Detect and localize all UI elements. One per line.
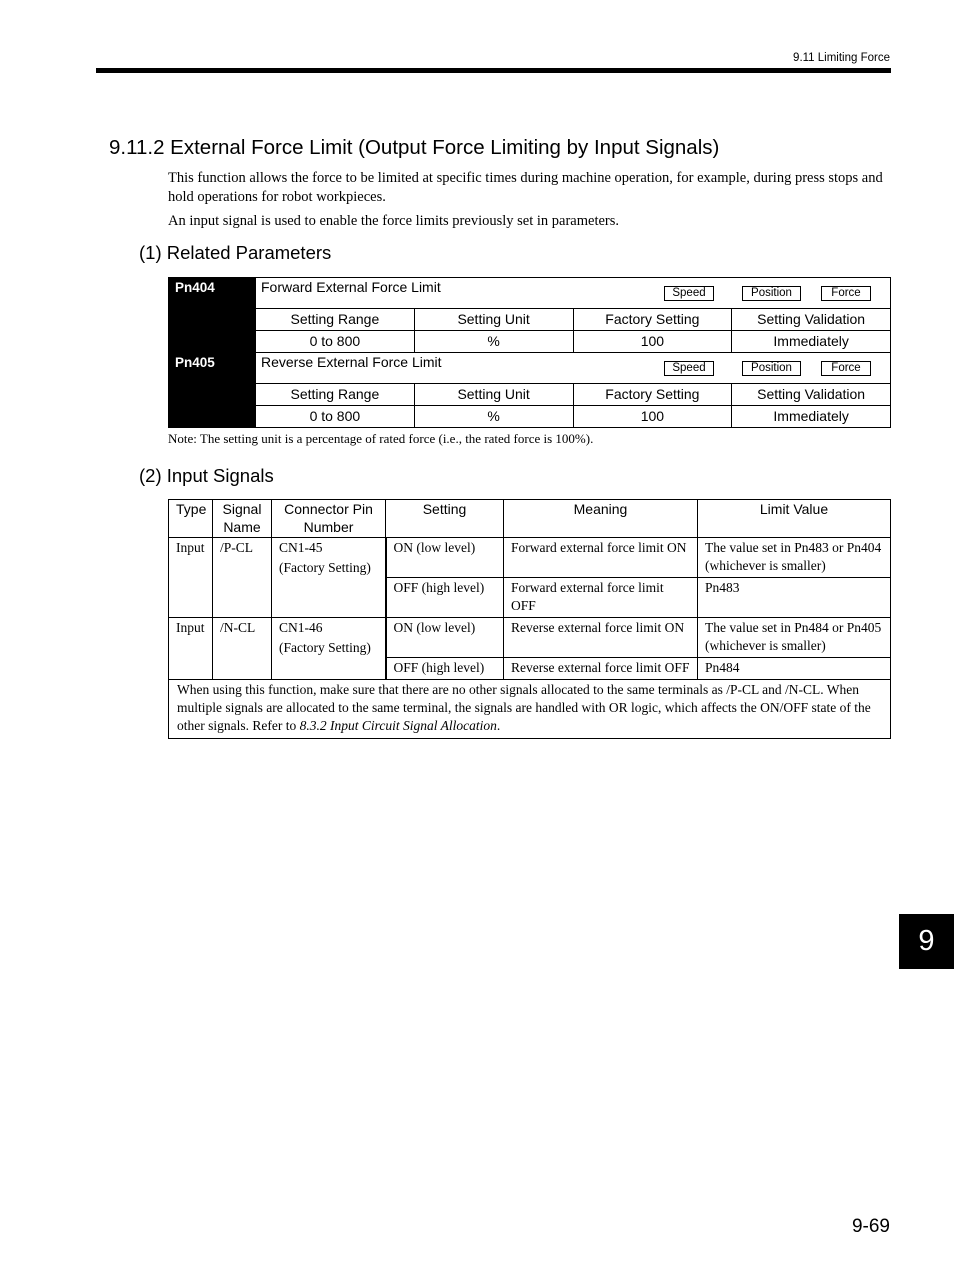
parameter-name-cell: [255, 278, 890, 308]
input-signals-table: [168, 499, 891, 739]
setting-unit: %: [414, 331, 573, 352]
parameter-name: Forward External Force Limit: [261, 279, 441, 295]
speed-mode-tag: Speed: [664, 286, 714, 301]
parameter-table: [168, 277, 891, 428]
section-title: 9.11.2 External Force Limit (Output Force Limiting by Input Signals): [109, 136, 720, 159]
factory-setting: 100: [573, 406, 732, 427]
setting-validation: Immediately: [731, 406, 890, 427]
meaning-cell: Forward external force limit OFF: [504, 578, 698, 618]
setting-cell: OFF (high level): [386, 578, 504, 618]
column-header: Type: [169, 500, 213, 538]
setting-unit-note: Note: The setting unit is a percentage of rated force (i.e., the rated force is 100%).: [168, 431, 594, 446]
connector-pin: [272, 618, 386, 680]
parameter-name: Reverse External Force Limit: [261, 354, 442, 370]
signal-name: /P-CL: [213, 538, 272, 618]
column-header: Factory Setting: [573, 384, 732, 405]
header-rule: [96, 68, 891, 73]
factory-setting: 100: [573, 331, 732, 352]
footnote-text: When using this function, make sure that there are no other signals allocated to the same terminals as /P-CL and /N-CL. When multiple signals are allocated to the same terminal, the signals are handled with OR logic, which affects the ON/OFF state of the other signals. Refer to: [177, 682, 871, 733]
column-header: Limit Value: [698, 500, 891, 538]
position-mode-tag: Position: [742, 361, 801, 376]
speed-mode-tag: Speed: [664, 361, 714, 376]
column-header: Signal Name: [213, 500, 272, 538]
parameter-number: Pn404: [169, 278, 255, 308]
table-header-row: [169, 500, 891, 538]
parameter-value-row: [168, 405, 891, 428]
pin-number: CN1-45: [279, 540, 323, 555]
pin-note: (Factory Setting): [279, 640, 371, 655]
column-header: Setting Unit: [414, 384, 573, 405]
limit-value-cell: Pn484: [698, 658, 891, 680]
pin-note: (Factory Setting): [279, 560, 371, 575]
force-mode-tag: Force: [821, 361, 871, 376]
parameter-name-cell: [255, 353, 890, 383]
setting-cell: ON (low level): [386, 618, 504, 658]
parameter-header-row: [168, 308, 891, 330]
limit-value-cell: The value set in Pn483 or Pn404 (whichever is smaller): [698, 538, 891, 578]
column-header: Setting Range: [255, 309, 414, 330]
force-mode-tag: Force: [821, 286, 871, 301]
parameter-title-row: [168, 352, 891, 383]
limit-value-cell: Pn483: [698, 578, 891, 618]
setting-validation: Immediately: [731, 331, 890, 352]
setting-range: 0 to 800: [255, 406, 414, 427]
input-signals-heading: (2) Input Signals: [139, 465, 274, 486]
position-mode-tag: Position: [742, 286, 801, 301]
cross-reference: 8.3.2 Input Circuit Signal Allocation: [299, 718, 497, 733]
column-header: Setting Unit: [414, 309, 573, 330]
column-header: Connector Pin Number: [272, 500, 386, 538]
table-footnote: [169, 680, 891, 739]
related-parameters-heading: (1) Related Parameters: [139, 242, 332, 263]
setting-unit: %: [414, 406, 573, 427]
running-header: 9.11 Limiting Force: [793, 52, 890, 64]
setting-cell: ON (low level): [386, 538, 504, 578]
meaning-cell: Forward external force limit ON: [504, 538, 698, 578]
column-header: Setting: [386, 500, 504, 538]
footnote-end: .: [496, 718, 501, 733]
column-header: Setting Range: [255, 384, 414, 405]
signal-name: /N-CL: [213, 618, 272, 680]
column-header: Factory Setting: [573, 309, 732, 330]
intro-paragraph: This function allows the force to be limited at specific times during machine operation, for example, during press stops and hold operations for robot workpieces.: [168, 170, 883, 205]
parameter-value-row: [168, 330, 891, 352]
footnote-row: [169, 680, 891, 739]
intro-paragraph: An input signal is used to enable the force limits previously set in parameters.: [168, 213, 620, 229]
chapter-tab: 9: [899, 914, 954, 969]
column-header: Meaning: [504, 500, 698, 538]
signal-type: Input: [169, 618, 213, 680]
parameter-number: Pn405: [169, 353, 255, 383]
pin-number: CN1-46: [279, 620, 323, 635]
setting-range: 0 to 800: [255, 331, 414, 352]
parameter-title-row: [168, 277, 891, 308]
column-header: Setting Validation: [731, 384, 890, 405]
page-number: 9-69: [851, 1216, 890, 1237]
setting-cell: OFF (high level): [386, 658, 504, 680]
meaning-cell: Reverse external force limit ON: [504, 618, 698, 658]
parameter-header-row: [168, 383, 891, 405]
column-header: Setting Validation: [731, 309, 890, 330]
signal-type: Input: [169, 538, 213, 618]
limit-value-cell: The value set in Pn484 or Pn405 (whichever is smaller): [698, 618, 891, 658]
connector-pin: [272, 538, 386, 618]
meaning-cell: Reverse external force limit OFF: [504, 658, 698, 680]
table-row: [169, 538, 891, 578]
table-row: [169, 618, 891, 658]
